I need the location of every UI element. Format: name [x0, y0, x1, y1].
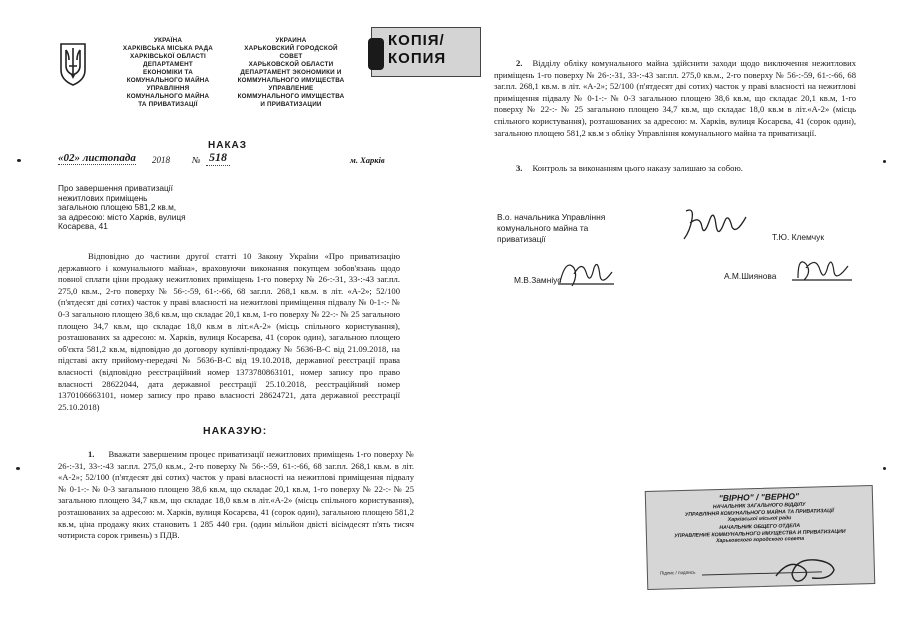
- header-ua-block: УКРАЇНА ХАРКІВСЬКА МІСЬКА РАДА ХАРКІВСЬКОЇ ОБЛАСТІ ДЕПАРТАМЕНТ ЕКОНОМІКИ ТА КОМУНАЛЬНОГО МАЙНА УПРАВЛІННЯ КОМУНАЛЬНОГО МАЙНА ТА ПРИВАТИЗАЦІЇ: [122, 37, 214, 108]
- scan-speck: [16, 467, 20, 470]
- copy-stamp-text: КОПІЯ/ КОПИЯ: [388, 32, 447, 67]
- item-3-number: 3.: [516, 163, 523, 173]
- nakazuyu-heading: НАКАЗУЮ:: [203, 425, 268, 437]
- stamp-dark-mark: [368, 38, 384, 70]
- order-title: НАКАЗ: [208, 140, 248, 151]
- verify-stamp-signature-line: Підпис / подпись: [659, 569, 696, 576]
- approved-signature-scribble: [792, 252, 854, 288]
- order-subject: Про завершення приватизації нежитлових приміщень загальною площею 581,2 кв.м, за адресою: місто Харків, вулиця Косарєва, 41: [58, 183, 186, 232]
- copy-stamp: [371, 27, 481, 77]
- head-signature: [680, 205, 750, 247]
- item-1: [58, 449, 414, 542]
- prepared-signature: [556, 252, 616, 292]
- order-date-line: [58, 152, 398, 168]
- item-2-number: 2.: [516, 58, 523, 68]
- scan-speck: [17, 159, 21, 162]
- item-3-text: Контроль за виконанням цього наказу залишаю за собою.: [532, 163, 743, 173]
- signatory-position: В.о. начальника Управління комунального майна та приватизації: [497, 212, 606, 244]
- scan-speck: [883, 160, 886, 163]
- prepared-signature-scribble: [556, 252, 616, 292]
- order-city: м. Харків: [350, 155, 385, 165]
- order-number-label: №: [192, 155, 201, 165]
- approved-by: А.М.Шиянова: [724, 271, 777, 281]
- coat-of-arms: [58, 42, 88, 86]
- verify-stamp-title: "ВІРНО" / "ВЕРНО": [718, 490, 800, 504]
- item-1-text: Вважати завершеним процес приватизації нежитлових приміщень 1-го поверху № 26-:-31, 33-:-43 заг.пл. 275,0 кв.м., 2-го поверху № 56-:-59, 61-:-66, 68 заг.пл. 268,1 кв.м. в літ. «А-2»; 52/100 (п'ятдесят дві сотих) часток у праві власності на нежитлові приміщення підвалу № 0-1-:- № 0-3 загальною площею 38,6 кв.м, що складає 20,1 кв.м, 1-го поверху № 22-:- № 25 загальною площею 34,7 кв.м, що складає 18,0 кв.м в літ.«А-2» (місць спільного користування), розташованих за адресою: м. Харків, вулиця Косарєва, 41 (сорок один), загальною площею 581,2 кв.м, ціна продажу яких становить 1 285 440 грн. (один мільйон двісті вісімдесят п'ять тисяч чотириста сорок гривень) з ПДВ.: [58, 449, 414, 541]
- item-2: [494, 58, 856, 139]
- approved-signature: [792, 252, 854, 288]
- header-ru-block: УКРАИНА ХАРЬКОВСКИЙ ГОРОДСКОЙ СОВЕТ ХАРЬКОВСКОЙ ОБЛАСТИ ДЕПАРТАМЕНТ ЭКОНОМИКИ И КОММУНАЛЬНОГО ИМУЩЕСТВА УПРАВЛЕНИЕ КОММУНАЛЬНОГО ИМУЩЕСТВА И ПРИВАТИЗАЦИИ: [237, 37, 345, 108]
- verify-stamp-ru: НАЧАЛЬНИК ОБЩЕГО ОТДЕЛА УПРАВЛЕНИЕ КОММУНАЛЬНОГО ИМУЩЕСТВА И ПРИВАТИЗАЦИИ Харьковского городского совета: [674, 522, 846, 545]
- order-number: 518: [206, 150, 230, 166]
- preamble-paragraph: Відповідно до частини другої статті 10 Закону України «Про приватизацію державного і комунального майна», враховуючи виконання покупцем зобов'язань щодо повної сплати ціни продажу нежитлових приміщень 1-го поверху № 26-:-31, 33-:-43 заг.пл. 275,0 кв.м., 2-го поверху № 56-:-59, 61-:-66, 68 заг.пл. 268,1 кв.м. в літ. «А-2»; 52/100 (п'ятдесят дві сотих) часток у праві власності на нежитлові приміщення підвалу № 0-1-:- № 0-3 загальною площею 38,6 кв.м, що складає 20,1 кв.м, 1-го поверху № 22-:- № 25 загальною площею 34,7 кв.м, що складає 18,0 кв.м в літ.«А-2» (місць спільного користування), розташованих за адресою: м. Харків, вулиця Косарєва, 41 (сорок один), загальною площею об'єкта 581,2 кв.м, відповідно до договору купівлі-продажу № 5636-В-С від 21.09.2018, на підставі акту прийому-передачі № 5636-В-С від 19.10.2018, державної реєстрації права власності (відповідно реєстраційний номер 1373780863101, номер запису про право власності 28622044, дата державної реєстрації 25.10.2018, реєстраційний номер 1370106663101, номер запису про право власності 28624721, дата державної реєстрації 25.10.2018): [58, 251, 400, 412]
- head-name: Т.Ю. Клемчук: [772, 232, 825, 242]
- prepared-by: М.В.Замніус: [514, 275, 562, 285]
- item-3: [494, 163, 856, 175]
- verify-signature: [772, 552, 842, 586]
- scan-speck: [883, 467, 886, 470]
- order-year: 2018: [152, 155, 170, 165]
- item-1-number: 1.: [88, 449, 95, 459]
- item-2-text: Відділу обліку комунального майна здійснити заходи щодо виключення нежитлових приміщень 1-го поверху № 26-:-31, 33-:-43 заг.пл. 275,0 кв.м., 2-го поверху № 56-:-59, 61-:-66, 68 заг.пл. 268,1 кв.м. в літ. «А-2»; 52/100 (п'ятдесят дві сотих) часток у праві власності на нежитлові приміщення підвалу № 0-1-:- № 0-3 загальною площею 38,6 кв.м, що складає 20,1 кв.м, 1-го поверху № 22-:- № 25 загальною площею 34,7 кв.м, що складає 18,0 кв.м в літ.«А-2» (місць спільного користування), розташованих за адресою: м. Харків, вулиця Косарєва, 41 (сорок один), загальною площею 581,2 кв.м з обліку Управління комунального майна та приватизації.: [494, 58, 856, 138]
- order-date: «02» листопада: [58, 152, 136, 164]
- trident-emblem-icon: [58, 42, 88, 86]
- verify-stamp-ua: НАЧАЛЬНИК ЗАГАЛЬНОГО ВІДДІЛУ УПРАВЛІННЯ КОМУНАЛЬНОГО МАЙНА ТА ПРИВАТИЗАЦІЇ Харківської міської ради: [684, 501, 834, 524]
- head-signature-scribble: [680, 205, 750, 247]
- verify-signature-scribble: [772, 552, 842, 586]
